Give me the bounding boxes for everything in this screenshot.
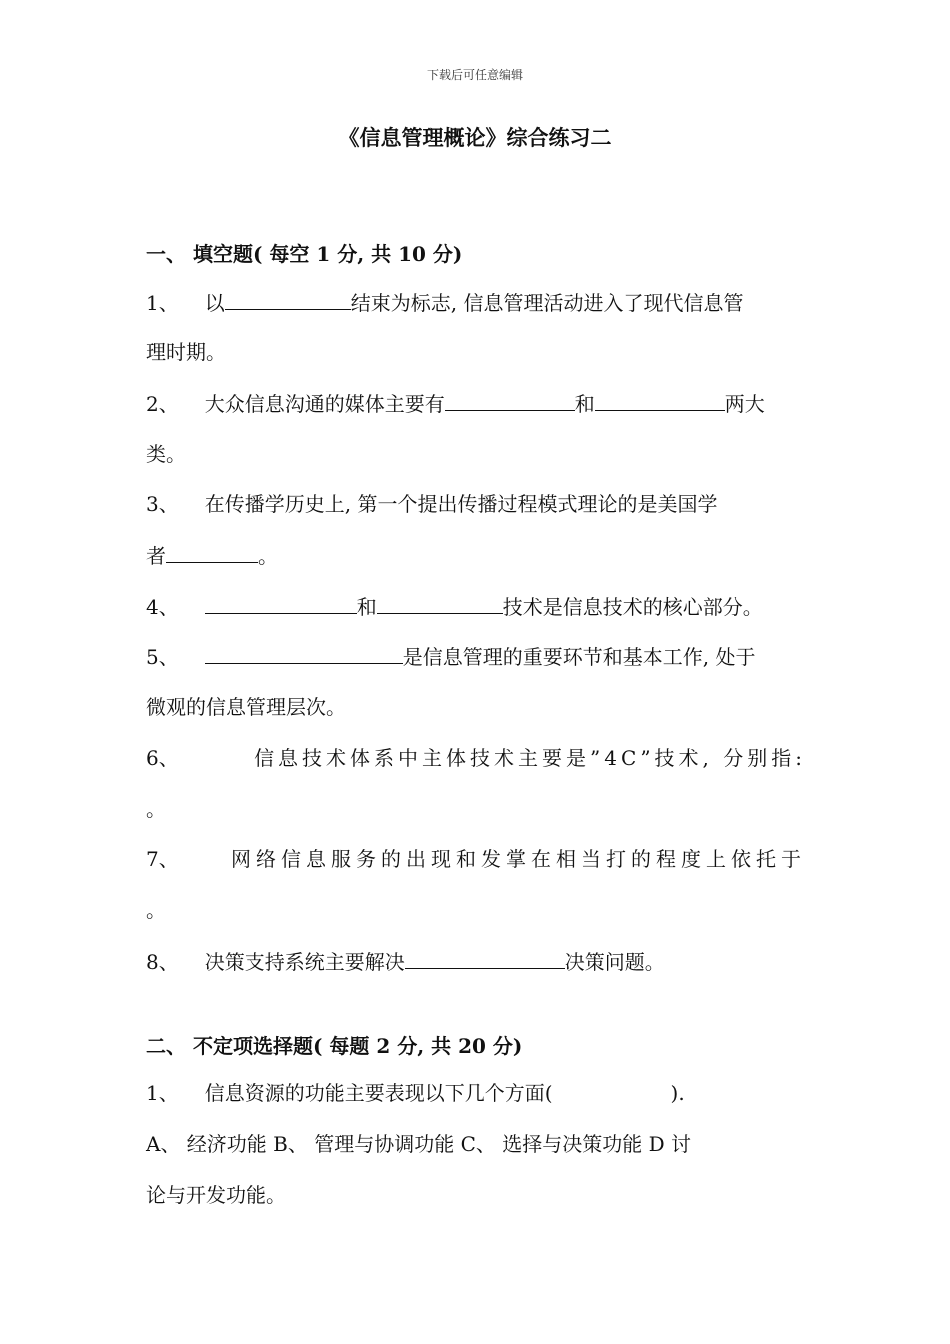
question-6-line-1 (146, 743, 806, 773)
question-number: 1、 (146, 291, 179, 315)
question-number: 6、 (146, 746, 179, 770)
answer-blank[interactable] (377, 591, 503, 614)
question-2-line-2: 类。 (146, 442, 186, 466)
question-text: 和 (356, 595, 377, 619)
question-number: 8、 (146, 950, 179, 974)
answer-blank[interactable] (445, 388, 575, 411)
answer-blank[interactable] (225, 287, 351, 310)
header-note: 下载后可任意编辑 (426, 68, 523, 82)
question-text: ). (670, 1081, 685, 1105)
question-8-line-1 (146, 946, 806, 977)
question-number: 2、 (146, 392, 179, 416)
question-text: 以 (204, 291, 225, 315)
question-text: 。 (258, 544, 278, 568)
question-3-line-1 (146, 489, 806, 519)
question-text: 信息资源的功能主要表现以下几个方面( (204, 1081, 553, 1105)
answer-blank[interactable] (205, 641, 403, 664)
question-6-line-2: 。 (146, 797, 166, 821)
answer-blank[interactable] (205, 591, 357, 614)
question-7-line-1 (146, 844, 806, 874)
section-heading-multiple-choice: 二、 不定项选择题( 每题 2 分, 共 20 分) (146, 1034, 523, 1058)
section-heading-fill-blank: 一、 填空题( 每空 1 分, 共 10 分) (146, 242, 463, 266)
question-text: 是信息管理的重要环节和基本工作, 处于 (402, 645, 756, 669)
question-text: 网络信息服务的出现和发掌在相当打的程度上依托于 (231, 847, 806, 871)
question-text: 信息技术体系中主体技术主要是”4C”技术, 分别指: (254, 746, 806, 770)
question-1-line-2: 理时期。 (146, 340, 226, 364)
question-text: 结束为标志, 信息管理活动进入了现代信息管 (350, 291, 744, 315)
question-text: 技术是信息技术的核心部分。 (502, 595, 763, 619)
question-number: 3、 (146, 492, 179, 516)
question-number: 1、 (146, 1081, 179, 1105)
mc-question-1-options-cont: 论与开发功能。 (146, 1183, 286, 1207)
question-text: 两大 (724, 392, 765, 416)
question-4-line-1 (146, 591, 806, 622)
question-text: 和 (574, 392, 595, 416)
question-5-line-1 (146, 641, 806, 672)
question-text: 决策问题。 (564, 950, 665, 974)
answer-blank[interactable] (595, 388, 725, 411)
question-text: 大众信息沟通的媒体主要有 (204, 392, 445, 416)
answer-blank[interactable] (405, 946, 565, 969)
question-text: 者 (146, 544, 166, 568)
question-number: 7、 (146, 847, 179, 871)
question-2-line-1 (146, 388, 806, 419)
question-number: 5、 (146, 645, 179, 669)
question-7-line-2: 。 (146, 898, 166, 922)
page-title: 《信息管理概论》综合练习二 (338, 125, 612, 150)
question-3-line-2 (146, 540, 806, 571)
question-text: 决策支持系统主要解决 (204, 950, 405, 974)
question-5-line-2: 微观的信息管理层次。 (146, 695, 346, 719)
question-1-line-1 (146, 287, 806, 318)
question-number: 4、 (146, 595, 179, 619)
mc-question-1-options: A、 经济功能 B、 管理与协调功能 C、 选择与决策功能 D 讨 (146, 1132, 691, 1156)
question-text: 在传播学历史上, 第一个提出传播过程模式理论的是美国学 (204, 492, 718, 516)
mc-question-1-line-1 (146, 1078, 806, 1108)
answer-blank[interactable] (166, 540, 258, 563)
